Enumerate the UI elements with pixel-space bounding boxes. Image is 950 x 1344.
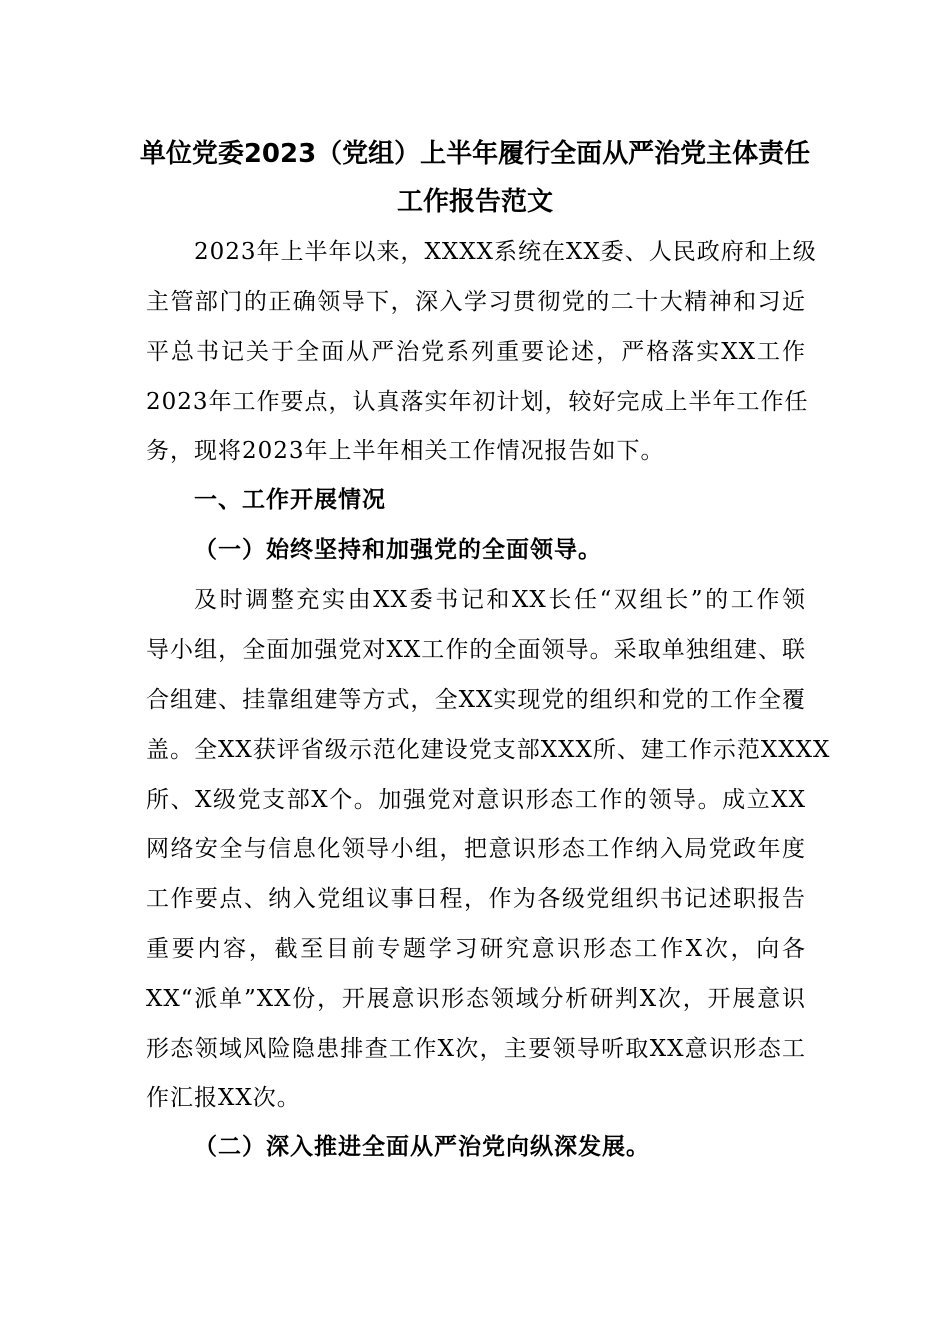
section-heading-1: 一、工作开展情况 — [194, 487, 386, 513]
subsection-heading-1: （一）始终坚持和加强党的全面领导。 — [194, 536, 602, 563]
intro-line-1: 2023年上半年以来，XXXX系统在XX委、人民政府和上级 — [194, 239, 817, 265]
document-title-line-2: 工作报告范文 — [396, 187, 553, 217]
body-line-2: 导小组，全面加强党对XX工作的全面领导。采取单独组建、联 — [146, 637, 806, 663]
body-line-11: 作汇报XX次。 — [146, 1085, 301, 1111]
body-line-6: 网络安全与信息化领导小组，把意识形态工作纳入局党政年度 — [146, 836, 806, 862]
body-line-10: 形态领域风险隐患排查工作X次，主要领导听取XX意识形态工 — [146, 1036, 806, 1062]
body-line-8: 重要内容，截至目前专题学习研究意识形态工作X次，向各 — [146, 936, 806, 962]
body-line-4: 盖。全XX获评省级示范化建设党支部XXX所、建工作示范XXXX — [146, 737, 831, 763]
body-line-1: 及时调整充实由XX委书记和XX长任“双组长”的工作领 — [194, 587, 806, 613]
body-line-7: 工作要点、纳入党组议事日程，作为各级党组织书记述职报告 — [146, 886, 806, 912]
subsection-heading-2: （二）深入推进全面从严治党向纵深发展。 — [194, 1133, 650, 1160]
intro-line-5: 务，现将2023年上半年相关工作情况报告如下。 — [146, 438, 665, 464]
body-line-9: XX“派单”XX份，开展意识形态领域分析研判X次，开展意识 — [146, 986, 806, 1012]
body-line-3: 合组建、挂靠组建等方式，全XX实现党的组织和党的工作全覆 — [146, 687, 806, 713]
intro-line-3: 平总书记关于全面从严治党系列重要论述，严格落实XX工作 — [146, 339, 806, 365]
body-line-5: 所、X级党支部X个。加强党对意识形态工作的领导。成立XX — [146, 787, 806, 813]
intro-line-2: 主管部门的正确领导下，深入学习贯彻党的二十大精神和习近 — [146, 289, 806, 315]
document-title-line-1: 单位党委2023（党组）上半年履行全面从严治党主体责任 — [139, 139, 811, 169]
intro-line-4: 2023年工作要点，认真落实年初计划，较好完成上半年工作任 — [146, 389, 809, 415]
